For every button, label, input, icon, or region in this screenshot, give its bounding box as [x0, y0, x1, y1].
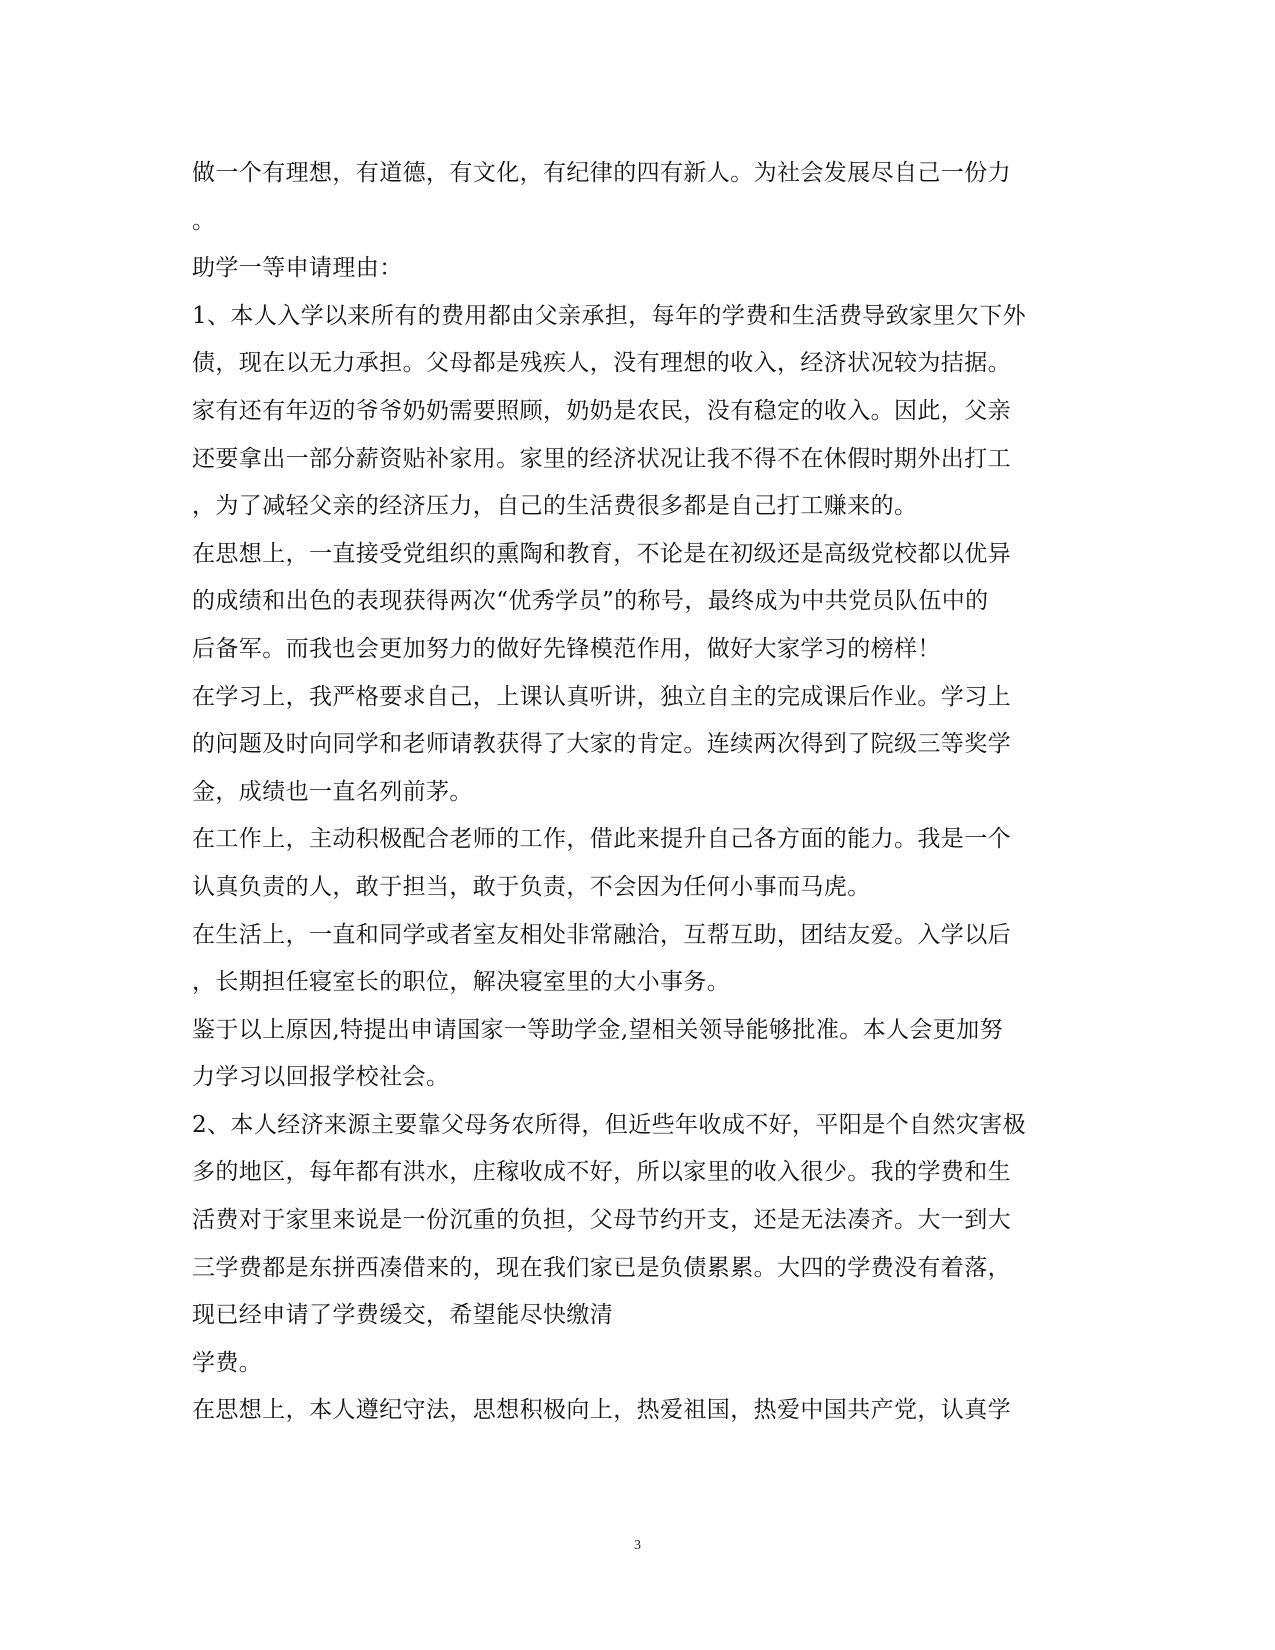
- text-line: 。: [192, 207, 216, 234]
- text-line: 债，现在以无力承担。父母都是残疾人，没有理想的收入，经济状况较为拮据。: [192, 350, 1011, 377]
- text-line: 在思想上，一直接受党组织的熏陶和教育，不论是在初级还是高级党校都以优异: [192, 540, 1011, 567]
- text-line: 金，成绩也一直名列前茅。: [192, 778, 473, 805]
- text-line: ，为了减轻父亲的经济压力，自己的生活费很多都是自己打工赚来的。: [192, 493, 918, 520]
- text-line: 的成绩和出色的表现获得两次“优秀学员”的称号，最终成为中共党员队伍中的: [192, 588, 989, 615]
- text-line: 多的地区，每年都有洪水，庄稼收成不好，所以家里的收入很少。我的学费和生: [192, 1159, 1011, 1186]
- section-heading: 助学一等申请理由：: [192, 255, 403, 282]
- text-line: 活费对于家里来说是一份沉重的负担，父母节约开支，还是无法凑齐。大一到大: [192, 1207, 1011, 1234]
- text-line: 2、本人经济来源主要靠父母务农所得，但近些年收成不好，平阳是个自然灾害极: [192, 1111, 1027, 1138]
- text-line: 在思想上，本人遵纪守法，思想积极向上，热爱祖国，热爱中国共产党，认真学: [192, 1397, 1011, 1424]
- page-number: 3: [634, 1538, 641, 1553]
- text-line: ，长期担任寝室长的职位，解决寝室里的大小事务。: [192, 969, 731, 996]
- text-line: 后备军。而我也会更加努力的做好先锋模范作用，做好大家学习的榜样！: [192, 635, 941, 662]
- text-line: 的问题及时向同学和老师请教获得了大家的肯定。连续两次得到了院级三等奖学: [192, 731, 1011, 758]
- text-line: 1、本人入学以来所有的费用都由父亲承担，每年的学费和生活费导致家里欠下外: [192, 302, 1027, 329]
- text-line: 学费。: [192, 1349, 263, 1376]
- text-line: 在生活上，一直和同学或者室友相处非常融洽，互帮互助，团结友爱。入学以后: [192, 921, 1011, 948]
- text-line: 鉴于以上原因,特提出申请国家一等助学金,望相关领导能够批准。本人会更加努: [192, 1016, 1004, 1043]
- text-line: 现已经申请了学费缓交，希望能尽快缴清: [192, 1302, 614, 1329]
- text-line: 在学习上，我严格要求自己，上课认真听讲，独立自主的完成课后作业。学习上: [192, 683, 1011, 710]
- text-line: 认真负责的人，敢于担当，敢于负责，不会因为任何小事而马虎。: [192, 873, 871, 900]
- text-line: 力学习以回报学校社会。: [192, 1064, 450, 1091]
- text-line: 还要拿出一部分薪资贴补家用。家里的经济状况让我不得不在休假时期外出打工: [192, 445, 1011, 472]
- text-line: 在工作上，主动积极配合老师的工作，借此来提升自己各方面的能力。我是一个: [192, 826, 1011, 853]
- text-line: 家有还有年迈的爷爷奶奶需要照顾，奶奶是农民，没有稳定的收入。因此，父亲: [192, 397, 1011, 424]
- text-line: 做一个有理想，有道德，有文化，有纪律的四有新人。为社会发展尽自己一份力: [192, 160, 1011, 186]
- text-line: 三学费都是东拼西凑借来的，现在我们家已是负债累累。大四的学费没有着落，: [192, 1254, 1011, 1281]
- body-text: [192, 150, 1092, 1435]
